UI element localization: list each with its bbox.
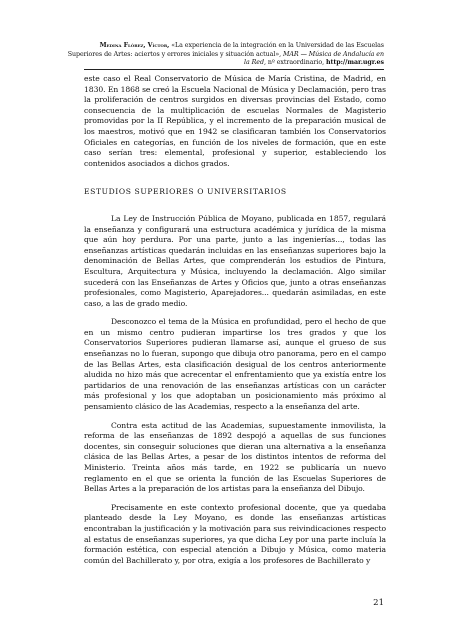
running-header <box>64 42 384 68</box>
paragraph: Desconozco el tema de la Música en profundidad, pero el hecho de que en un mismo centro pudieran impartirse los tres grados y que los Conservatorios Superiores pudieran llamarse así, aunque el grueso de sus enseñanzas no lo fueran, supongo que dibuja otro panorama, pero en el campo de las Bellas Artes, esta clasificación desigual de los centros anteriormente aludida no hizo más que acrecentar el enfrentamiento que ya existía entre los partidarios de una renovación de las enseñanzas artísticas con un carácter más profesional y los que adoptaban un posicionamiento más próximo al pensamiento clásico de las Academias, respecto a la enseñanza del arte. <box>84 317 386 412</box>
header-url[interactable]: http://mar.ugr.es <box>325 59 384 67</box>
section-heading: ESTUDIOS SUPERIORES O UNIVERSITARIOS <box>84 187 287 197</box>
header-issue: nº extraordinario, <box>267 59 325 67</box>
paragraph: Precisamente en este contexto profesional docente, que ya quedaba planteado desde la Ley Moyano, es donde las enseñanzas artísticas encontraban la justificación y la motivación para sus reivindicaciones respecto al estatus de enseñanzas superiores, ya que dicha Ley por una parte incluía la formación estética, con especial atención a Dibujo y Música, como materia común del Bachillerato y, por otra, exigía a los profesores de Bachillerato y <box>84 502 386 565</box>
body-text <box>84 74 386 574</box>
paragraph: Contra esta actitud de las Academias, supuestamente inmovilista, la reforma de las enseñanzas de 1892 despojó a aquellas de sus funciones docentes, sin conseguir soluciones que dieran una alternativa a la enseñanza clásica de las Bellas Artes, a pesar de los distintos intentos de reforma del Ministerio. Treinta años más tarde, en 1922 se publicaría un nuevo reglamento en el que se orienta la función de las Escuelas Superiores de Bellas Artes a la preparación de los artistas para la enseñanza del Dibujo. <box>84 420 386 494</box>
header-title: «La experiencia de la integración en la Universidad de las Escuelas Superiores de Artes: aciertos y errores iniciales y situación actual» <box>67 42 384 58</box>
paragraph: este caso el Real Conservatorio de Música de María Cristina, de Madrid, en 1830. En 1868 se creó la Escuela Nacional de Música y Declamación, pero tras la proliferación de centros surgidos en diversas provincias del Estado, como consecuencia de la multiplicación de escuelas Normales de Magisterio promovidas por la II República, y el incremento de la preparación musical de los maestros, motivó que en 1942 se clasificaran también los Conservatorios Oficiales en categorías, en función de los niveles de formación, que en este caso serían tres: elemental, profesional y superior, estableciendo los contenidos asociados a dichos grados. <box>84 74 386 168</box>
header-journal: , MAR — Música de Andalucía en la Red, <box>243 50 384 67</box>
header-author: Medina Flórez, Víctor, <box>99 42 170 49</box>
header-rule <box>84 69 384 70</box>
page-number: 21 <box>373 598 384 608</box>
paragraph: La Ley de Instrucción Pública de Moyano, publicada en 1857, regulará la enseñanza y configurará una estructura académica y jurídica de la misma que aún hoy perdura. Por una parte, junto a las ingenierías..., todas las enseñanzas artísticas quedarán incluidas en las enseñanzas superiores bajo la denominación de Bellas Artes, que comprenderán los estudios de Pintura, Escultura, Arquitectura y Música, incluyendo la declamación. Algo similar sucederá con las Enseñanzas de Artes y Oficios que, junto a otras enseñanzas profesionales, como Magisterio, Aparejadores... quedarán asimiladas, en este caso, a las de grado medio. <box>84 213 386 308</box>
